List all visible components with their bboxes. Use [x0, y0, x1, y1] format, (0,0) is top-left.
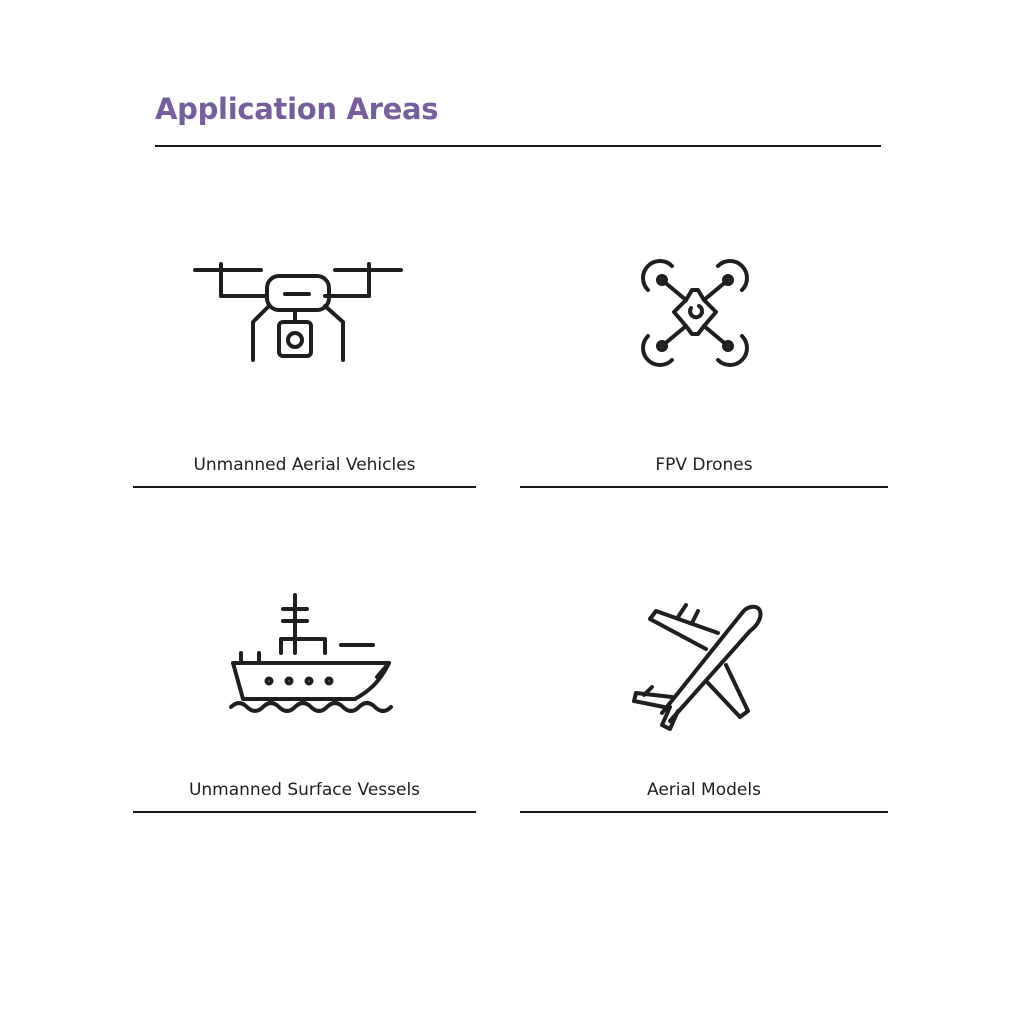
card-unmanned-aerial-vehicles	[133, 240, 476, 490]
card-fpv-drones	[520, 240, 888, 490]
card-label: Unmanned Surface Vessels	[188, 780, 421, 800]
card-divider	[520, 811, 888, 813]
card-divider	[133, 486, 476, 488]
card-divider	[520, 486, 888, 488]
card-divider	[133, 811, 476, 813]
quadcopter-icon	[642, 260, 752, 368]
card-label: FPV Drones	[655, 455, 753, 475]
card-label: Aerial Models	[647, 780, 761, 800]
card-label: Unmanned Aerial Vehicles	[193, 455, 416, 475]
page-title: Application Areas	[155, 92, 439, 126]
ship-icon	[229, 591, 397, 715]
title-divider	[155, 145, 881, 147]
camera-drone-icon	[191, 260, 411, 370]
airplane-icon	[630, 595, 766, 731]
card-unmanned-surface-vessels	[133, 565, 476, 815]
card-aerial-models	[520, 565, 888, 815]
